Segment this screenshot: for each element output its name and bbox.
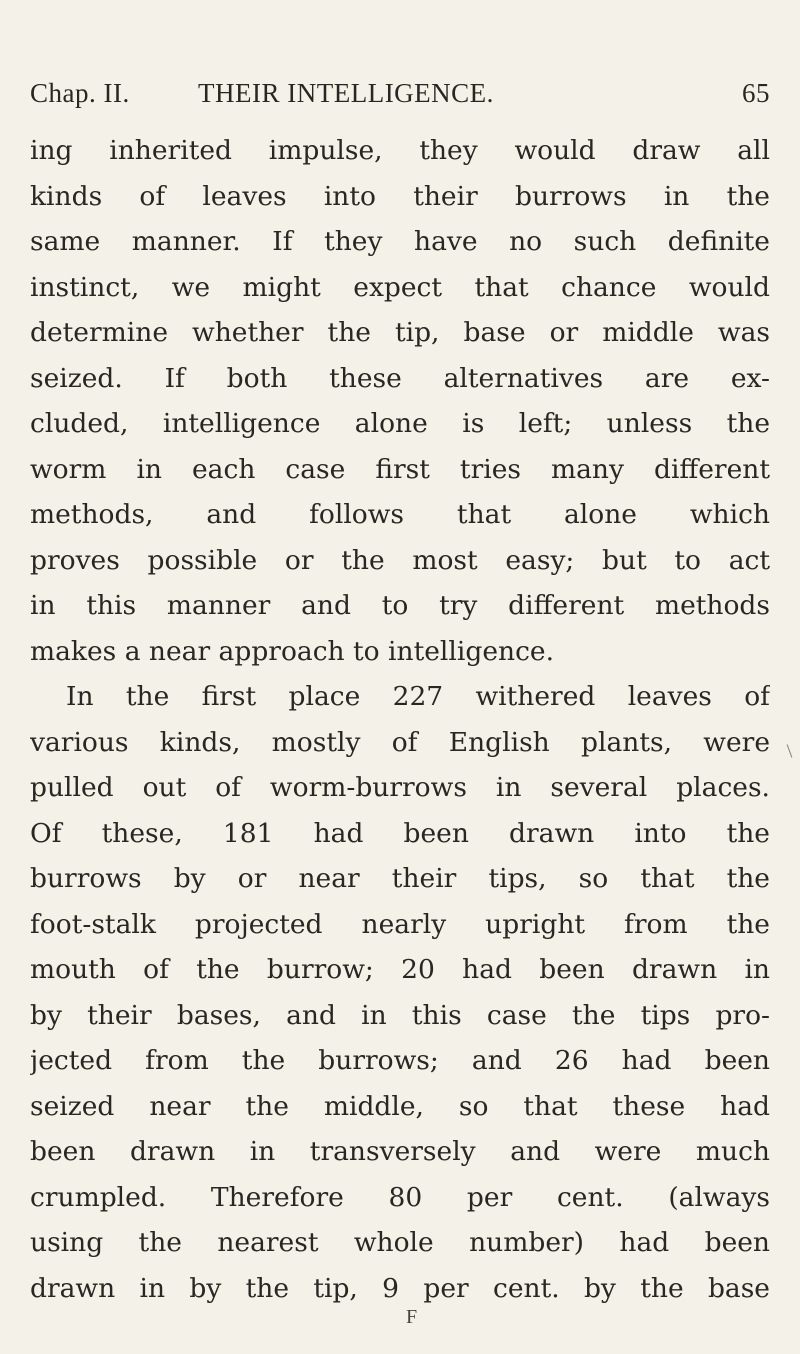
text-line: been drawn in transversely and were much xyxy=(30,1136,770,1167)
text-line: by their bases, and in this case the tips pro- xyxy=(30,999,770,1031)
chapter-label: Chap. II. xyxy=(30,78,130,108)
text-line: worm in each case first tries many different xyxy=(30,453,770,485)
text-line: ing inherited impulse, they would draw all xyxy=(30,135,770,166)
text-line: mouth of the burrow; 20 had been drawn in xyxy=(30,954,770,985)
text-line: same manner. If they have no such definite xyxy=(30,226,770,257)
margin-speck xyxy=(787,744,793,757)
page-number: 65 xyxy=(742,78,770,108)
text-line: kinds of leaves into their burrows in the xyxy=(30,180,770,212)
body-text xyxy=(30,128,770,1311)
text-line: burrows by or near their tips, so that the xyxy=(30,863,770,894)
text-line: Of these, 181 had been drawn into the xyxy=(30,817,770,849)
text-line: in this manner and to try different methods xyxy=(30,590,770,621)
running-head xyxy=(30,78,770,114)
text-line: cluded, intelligence alone is left; unless the xyxy=(30,408,770,439)
text-line: methods, and follows that alone which xyxy=(30,499,770,530)
text-line: various kinds, mostly of English plants, were xyxy=(30,726,770,758)
text-line: crumpled. Therefore 80 per cent. (always xyxy=(30,1181,770,1213)
signature-mark: F xyxy=(406,1306,418,1328)
paragraph-start-line: In the first place 227 withered leaves of xyxy=(66,681,770,712)
text-line: foot-stalk projected nearly upright from the xyxy=(30,908,770,940)
text-line: seized. If both these alternatives are ex- xyxy=(30,362,770,394)
text-line: pulled out of worm-burrows in several places. xyxy=(30,772,770,803)
paragraph-end-line: makes a near approach to intelligence. xyxy=(30,635,555,667)
text-line: drawn in by the tip, 9 per cent. by the base xyxy=(30,1272,770,1304)
text-line: jected from the burrows; and 26 had been xyxy=(30,1045,770,1076)
text-line: instinct, we might expect that chance would xyxy=(30,271,770,303)
text-line: seized near the middle, so that these had xyxy=(30,1090,770,1122)
chapter-title: THEIR INTELLIGENCE. xyxy=(198,78,494,108)
text-line: determine whether the tip, base or middle was xyxy=(30,317,770,348)
text-line: proves possible or the most easy; but to act xyxy=(30,544,770,576)
text-line: using the nearest whole number) had been xyxy=(30,1227,770,1258)
